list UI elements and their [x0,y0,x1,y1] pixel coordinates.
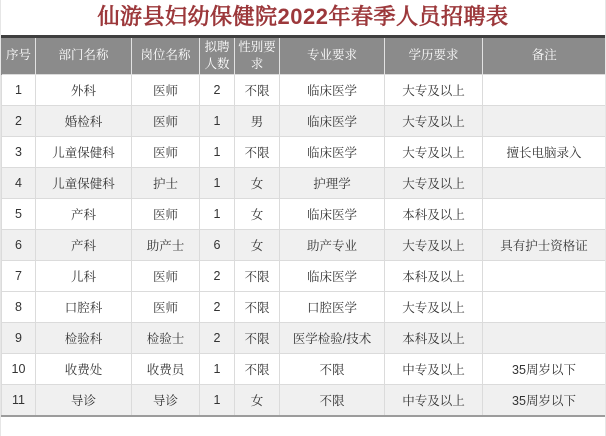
cell-position: 医师 [132,75,200,106]
cell-remark [483,75,606,106]
cell-remark [483,292,606,323]
cell-department: 检验科 [36,323,132,354]
cell-major: 不限 [280,385,385,416]
cell-education: 中专及以上 [385,385,483,416]
cell-gender: 不限 [235,75,280,106]
cell-major: 医学检验/技术 [280,323,385,354]
cell-position: 医师 [132,199,200,230]
recruitment-table [1,35,606,417]
cell-index: 6 [2,230,36,261]
cell-education: 大专及以上 [385,292,483,323]
cell-major: 临床医学 [280,261,385,292]
cell-education: 本科及以上 [385,261,483,292]
column-header-gender: 性别要求 [235,37,280,75]
table-row [2,168,606,199]
table-row [2,106,606,137]
cell-index: 8 [2,292,36,323]
cell-index: 4 [2,168,36,199]
header-row [2,37,606,75]
cell-remark [483,199,606,230]
cell-department: 儿科 [36,261,132,292]
cell-position: 医师 [132,106,200,137]
cell-index: 1 [2,75,36,106]
cell-gender: 不限 [235,137,280,168]
cell-remark [483,261,606,292]
cell-education: 大专及以上 [385,75,483,106]
cell-remark [483,323,606,354]
cell-department: 口腔科 [36,292,132,323]
column-header-headcount: 拟聘人数 [200,37,235,75]
cell-department: 儿童保健科 [36,137,132,168]
cell-major: 临床医学 [280,137,385,168]
cell-headcount: 1 [200,385,235,416]
table-row [2,137,606,168]
cell-position: 护士 [132,168,200,199]
cell-remark [483,106,606,137]
cell-remark [483,168,606,199]
cell-education: 中专及以上 [385,354,483,385]
cell-gender: 不限 [235,292,280,323]
cell-index: 3 [2,137,36,168]
cell-position: 医师 [132,137,200,168]
table-row [2,354,606,385]
cell-index: 9 [2,323,36,354]
column-header-major: 专业要求 [280,37,385,75]
column-header-index: 序号 [2,37,36,75]
cell-position: 导诊 [132,385,200,416]
table-row [2,261,606,292]
page-title: 仙游县妇幼保健院2022年春季人员招聘表 [97,4,509,29]
cell-department: 外科 [36,75,132,106]
cell-position: 医师 [132,292,200,323]
cell-remark: 35周岁以下 [483,354,606,385]
table-header [2,37,606,75]
table-row [2,230,606,261]
column-header-education: 学历要求 [385,37,483,75]
cell-education: 本科及以上 [385,323,483,354]
cell-major: 口腔医学 [280,292,385,323]
cell-major: 护理学 [280,168,385,199]
cell-headcount: 1 [200,168,235,199]
cell-index: 10 [2,354,36,385]
cell-major: 不限 [280,354,385,385]
cell-headcount: 2 [200,292,235,323]
cell-department: 产科 [36,230,132,261]
cell-headcount: 2 [200,75,235,106]
cell-index: 11 [2,385,36,416]
cell-index: 5 [2,199,36,230]
cell-position: 收费员 [132,354,200,385]
table-row [2,199,606,230]
cell-position: 检验士 [132,323,200,354]
cell-gender: 女 [235,385,280,416]
cell-index: 2 [2,106,36,137]
cell-education: 大专及以上 [385,230,483,261]
cell-gender: 女 [235,168,280,199]
cell-gender: 女 [235,199,280,230]
column-header-position: 岗位名称 [132,37,200,75]
cell-department: 儿童保健科 [36,168,132,199]
cell-major: 临床医学 [280,199,385,230]
cell-remark: 擅长电脑录入 [483,137,606,168]
cell-gender: 不限 [235,261,280,292]
cell-major: 助产专业 [280,230,385,261]
cell-headcount: 6 [200,230,235,261]
cell-remark: 35周岁以下 [483,385,606,416]
table-row [2,292,606,323]
cell-headcount: 2 [200,323,235,354]
cell-headcount: 1 [200,137,235,168]
cell-education: 大专及以上 [385,137,483,168]
cell-gender: 女 [235,230,280,261]
table-row [2,385,606,416]
cell-gender: 不限 [235,323,280,354]
cell-department: 婚检科 [36,106,132,137]
cell-headcount: 1 [200,106,235,137]
cell-department: 导诊 [36,385,132,416]
cell-position: 医师 [132,261,200,292]
cell-index: 7 [2,261,36,292]
cell-major: 临床医学 [280,106,385,137]
cell-education: 大专及以上 [385,168,483,199]
cell-major: 临床医学 [280,75,385,106]
cell-remark: 具有护士资格证 [483,230,606,261]
column-header-remark: 备注 [483,37,606,75]
cell-department: 产科 [36,199,132,230]
cell-headcount: 1 [200,199,235,230]
table-row [2,75,606,106]
table-row [2,323,606,354]
table-body [2,75,606,416]
cell-gender: 男 [235,106,280,137]
cell-education: 大专及以上 [385,106,483,137]
cell-gender: 不限 [235,354,280,385]
cell-education: 本科及以上 [385,199,483,230]
cell-headcount: 2 [200,261,235,292]
cell-department: 收费处 [36,354,132,385]
column-header-department: 部门名称 [36,37,132,75]
cell-headcount: 1 [200,354,235,385]
cell-position: 助产士 [132,230,200,261]
